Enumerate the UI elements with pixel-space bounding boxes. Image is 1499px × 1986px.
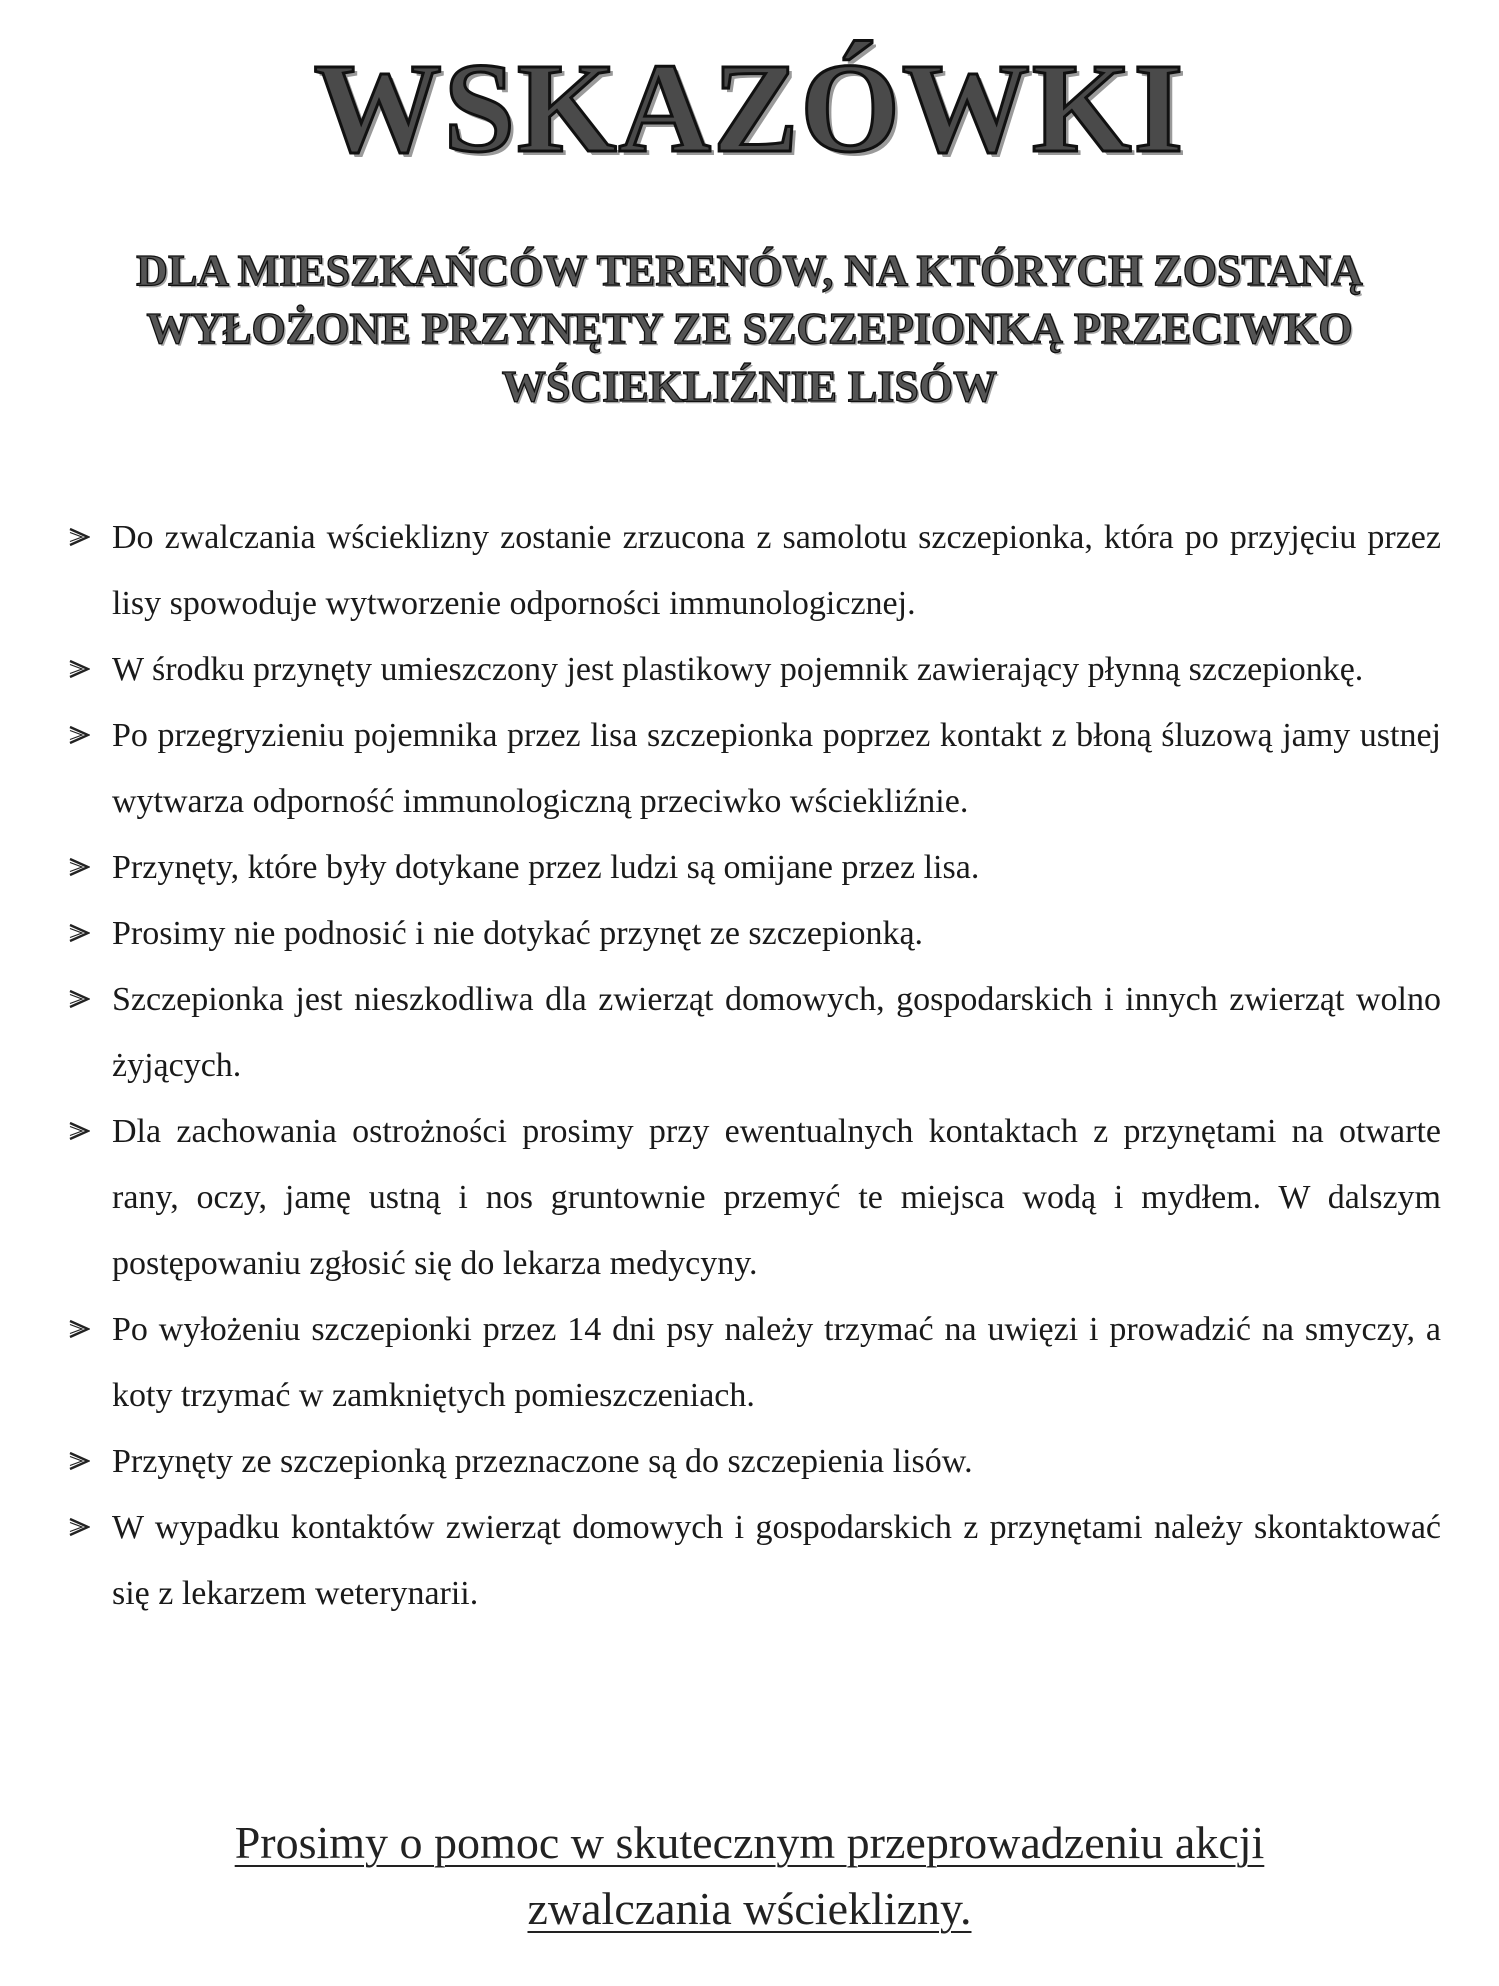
list-item <box>66 1429 1441 1495</box>
list-item <box>66 1297 1441 1429</box>
list-item <box>66 637 1441 703</box>
arrow-bullet-icon <box>66 1495 96 1561</box>
instructions-list <box>66 505 1441 1627</box>
list-item <box>66 967 1441 1099</box>
list-item-text: Prosimy nie podnosić i nie dotykać przynęt ze szczepionką. <box>112 915 924 952</box>
list-item-text: Przynęty, które były dotykane przez ludzi są omijane przez lisa. <box>112 849 980 886</box>
list-item-text: Do zwalczania wścieklizny zostanie zrzucona z samolotu szczepionka, która po przyjęciu przez lisy spowoduje wytworzenie odporności immunologicznej. <box>112 519 1441 622</box>
arrow-bullet-icon <box>66 835 96 901</box>
list-item <box>66 901 1441 967</box>
arrow-bullet-icon <box>66 901 96 967</box>
list-item-text: Po przegryzieniu pojemnika przez lisa szczepionka poprzez kontakt z błoną śluzową jamy ustnej wytwarza odporność immunologiczną przeciwko wściekliźnie. <box>112 717 1441 820</box>
list-item-text: Szczepionka jest nieszkodliwa dla zwierząt domowych, gospodarskich i innych zwierząt wolno żyjących. <box>112 981 1441 1084</box>
arrow-bullet-icon <box>66 967 96 1033</box>
list-item <box>66 703 1441 835</box>
arrow-bullet-icon <box>66 505 96 571</box>
list-item-text: Dla zachowania ostrożności prosimy przy ewentualnych kontaktach z przynętami na otwarte rany, oczy, jamę ustną i nos gruntownie przemyć te miejsca wodą i mydłem. W dalszym postępowaniu zgłosić się do lekarza medycyny. <box>112 1113 1441 1282</box>
list-item-text: Po wyłożeniu szczepionki przez 14 dni psy należy trzymać na uwięzi i prowadzić na smyczy, a koty trzymać w zamkniętych pomieszczeniach. <box>112 1311 1441 1414</box>
list-item <box>66 1495 1441 1627</box>
list-item-text: Przynęty ze szczepionką przeznaczone są do szczepienia lisów. <box>112 1443 973 1480</box>
subtitle-line: WYŁOŻONE PRZYNĘTY ZE SZCZEPIONKĄ PRZECIWKO <box>146 304 1353 353</box>
arrow-bullet-icon <box>66 1099 96 1165</box>
arrow-bullet-icon <box>66 703 96 769</box>
page-title: WSKAZÓWKI <box>313 37 1186 179</box>
list-item-text: W środku przynęty umieszczony jest plastikowy pojemnik zawierający płynną szczepionkę. <box>112 651 1364 688</box>
closing-appeal-line: Prosimy o pomoc w skutecznym przeprowadzeniu akcji <box>234 1817 1265 1868</box>
list-item <box>66 505 1441 637</box>
closing-appeal-line: zwalczania wścieklizny. <box>527 1883 972 1934</box>
arrow-bullet-icon <box>66 637 96 703</box>
arrow-bullet-icon <box>66 1297 96 1363</box>
list-item-text: W wypadku kontaktów zwierząt domowych i gospodarskich z przynętami należy skontaktować się z lekarzem weterynarii. <box>112 1509 1441 1612</box>
closing-appeal <box>60 1810 1439 1942</box>
list-item <box>66 835 1441 901</box>
list-item <box>66 1099 1441 1297</box>
subtitle-line: WŚCIEKLIŹNIE LISÓW <box>501 362 998 411</box>
arrow-bullet-icon <box>66 1429 96 1495</box>
page-subtitle <box>40 242 1459 416</box>
subtitle-line: DLA MIESZKAŃCÓW TERENÓW, NA KTÓRYCH ZOSTANĄ <box>136 246 1363 295</box>
